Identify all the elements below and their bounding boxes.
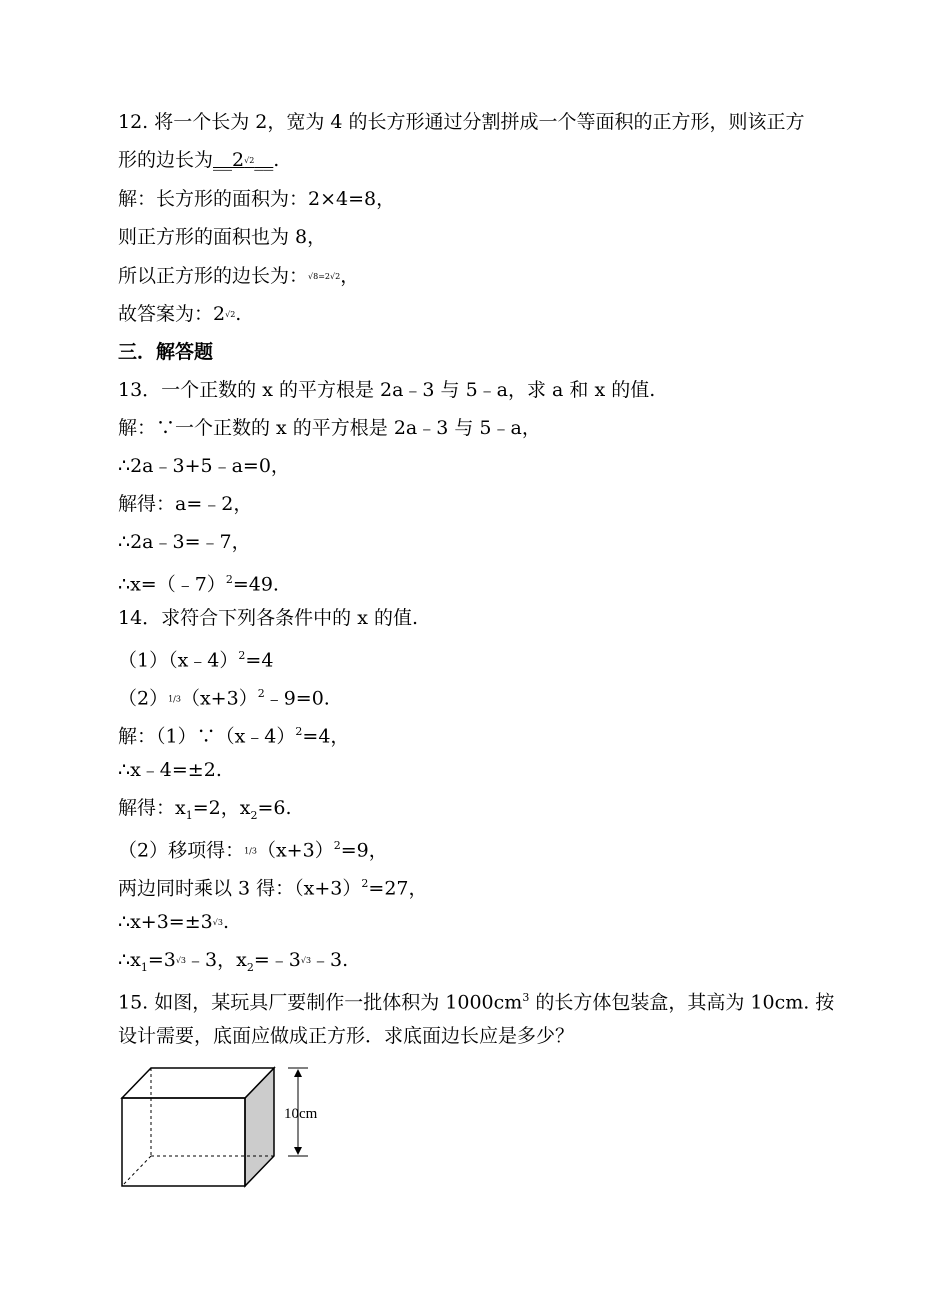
- q13-step1: 解：∵一个正数的 x 的平方根是 2a﹣3 与 5﹣a，: [118, 417, 541, 439]
- q14-s7-c: ﹣3，x: [186, 949, 247, 971]
- box-hidden-edge-diagonal: [122, 1156, 151, 1186]
- q14-c2-sup: 2: [257, 687, 265, 700]
- q12-line2-suffix: .: [273, 149, 280, 171]
- q14-step6: [118, 910, 229, 935]
- q14-step5: [118, 872, 428, 900]
- q12-line2-prefix: 形的边长为: [118, 149, 214, 171]
- q14-s7-sub2: 2: [246, 960, 254, 974]
- q14-s3-sub1: 1: [185, 808, 193, 822]
- q14-s7-root1: √3: [175, 956, 187, 965]
- q14-s6-post: .: [222, 911, 229, 933]
- q14-s7-d: =﹣3: [253, 949, 301, 971]
- q14-s4-frac: 1/3: [244, 846, 257, 856]
- q14-condition2: [118, 682, 330, 711]
- q14-s5-sup: 2: [361, 877, 369, 890]
- q15-line1-pre: 15. 如图，某玩具厂要制作一批体积为 1000cm: [118, 991, 523, 1014]
- q12-answer: [213, 149, 273, 171]
- q12-sol3-prefix: 所以正方形的边长为：: [118, 265, 309, 287]
- q14-condition1: [118, 644, 273, 672]
- q13-step5: [118, 568, 279, 596]
- q13-step3: 解得：a=﹣2，: [118, 493, 253, 515]
- q12-sol4: [118, 302, 241, 327]
- q15-line1: [118, 986, 834, 1014]
- q12-sol4-prefix: 故答案为：2: [118, 303, 226, 325]
- q12-sol4-suffix: .: [235, 303, 242, 325]
- q12-line1: 12. 将一个长为 2，宽为 4 的长方形通过分割拼成一个等面积的正方形，则该正方: [118, 111, 805, 133]
- q13-step2: ∴2a﹣3+5﹣a=0，: [118, 455, 290, 477]
- q14-s7-b: =3: [147, 949, 176, 971]
- q14-s7-sub1: 1: [140, 960, 148, 974]
- q14-step2: ∴x﹣4=±2.: [118, 759, 222, 781]
- q14-s3-c: =6.: [257, 797, 292, 819]
- dimension-arrow-down-icon: [294, 1147, 302, 1155]
- q14-step4: [118, 834, 388, 863]
- box-figure: [118, 1062, 338, 1197]
- q14-question: 14．求符合下列各条件中的 x 的值.: [118, 607, 419, 629]
- q12-sol3-formula: √8=2√2: [308, 272, 341, 281]
- q14-s1-sup: 2: [295, 725, 303, 738]
- q14-s1-post: =4，: [302, 725, 350, 748]
- q12-sol3: [118, 264, 359, 289]
- q12-sol3-suffix: ，: [340, 265, 360, 287]
- q14-c2-pre: （2）: [118, 687, 169, 710]
- q14-step3: [118, 796, 292, 828]
- q14-c1-sup: 2: [238, 649, 246, 662]
- q12-sol4-root: √2: [225, 310, 236, 319]
- q14-s4-mid: （x+3）: [256, 839, 334, 862]
- q14-s7-a: ∴x: [118, 949, 141, 971]
- q12-answer-pre: __2: [213, 149, 245, 171]
- q15-line1-sup: 3: [522, 991, 530, 1004]
- q14-s7-e: ﹣3.: [311, 949, 349, 971]
- q15-line2: 设计需要，底面应做成正方形．求底面边长应是多少？: [118, 1025, 575, 1047]
- q14-s7-root2: √3: [300, 956, 312, 965]
- box-front-face: [122, 1098, 245, 1186]
- q13-step4: ∴2a﹣3=﹣7，: [118, 531, 251, 553]
- q14-s4-post: =9，: [340, 839, 388, 862]
- q12-sol2: 则正方形的面积也为 8，: [118, 226, 327, 248]
- q14-c2-mid: （x+3）: [180, 687, 258, 710]
- q12-answer-post: __: [254, 149, 274, 171]
- q12-line2: [118, 148, 279, 173]
- q14-s4-sup: 2: [333, 839, 341, 852]
- q14-s6-root: √3: [212, 918, 223, 927]
- dimension-arrow-up-icon: [294, 1069, 302, 1077]
- q13-s5-pre: ∴x=（﹣7）: [118, 573, 226, 596]
- q14-s3-b: =2，x: [192, 797, 251, 819]
- q13-s5-post: =49.: [232, 573, 279, 596]
- q14-s3-sub2: 2: [250, 808, 258, 822]
- q14-s3-a: 解得：x: [118, 797, 186, 819]
- q14-c1-post: =4: [245, 649, 274, 672]
- q14-c2-frac: 1/3: [168, 694, 181, 704]
- height-label: 10cm: [284, 1106, 318, 1122]
- q14-c1-pre: （1）（x﹣4）: [118, 649, 239, 672]
- q14-s5-pre: 两边同时乘以 3 得：（x+3）: [118, 877, 362, 900]
- section-title: 三．解答题: [118, 341, 214, 363]
- q12-answer-root: √2: [244, 156, 255, 165]
- q13-question: 13．一个正数的 x 的平方根是 2a﹣3 与 5﹣a，求 a 和 x 的值.: [118, 379, 656, 401]
- q13-s5-sup: 2: [225, 573, 233, 586]
- q14-s5-post: =27，: [368, 877, 428, 900]
- q15-line1-post: 的长方体包装盒，其高为 10cm. 按: [529, 991, 835, 1014]
- q14-s4-pre: （2）移项得：: [118, 839, 245, 862]
- q14-step7: [118, 948, 348, 980]
- q12-sol1: 解：长方形的面积为：2×4=8，: [118, 188, 396, 210]
- q14-step1: [118, 720, 349, 748]
- q14-c2-post: ﹣9=0.: [264, 687, 330, 710]
- q14-s6-pre: ∴x+3=±3: [118, 911, 213, 933]
- q14-s1-pre: 解：（1）∵（x﹣4）: [118, 725, 296, 748]
